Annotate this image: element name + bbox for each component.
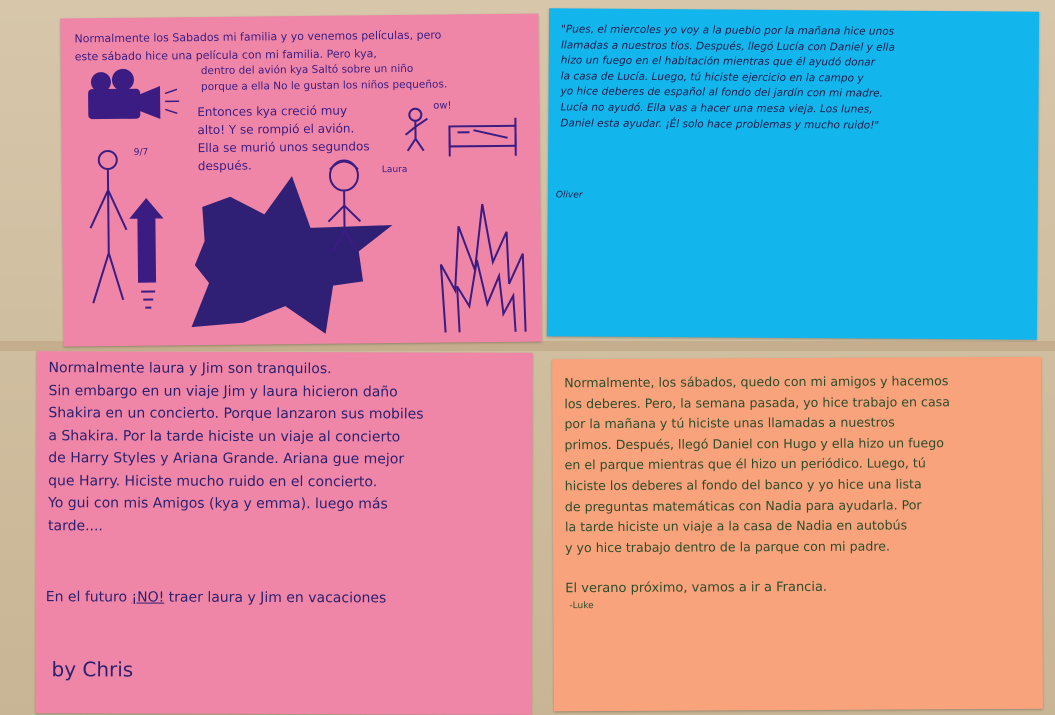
- bl-signature: by Chris: [51, 657, 134, 682]
- pink-card-top-left: [60, 14, 541, 347]
- tl-intro-text: Normalmente los Sabados mi familia y yo venemos películas, pero este sábado hice una película con mi familia. Pero kya,: [74, 28, 442, 64]
- bl-future-prefix: En el futuro: [45, 589, 132, 606]
- blue-card-top-right: [547, 8, 1039, 339]
- bl-future-line: [46, 589, 526, 607]
- flames-drawing: [440, 204, 525, 333]
- tl-end-text: Entonces kya creció muy alto! Y se rompió el avión. Ella se murió unos segundos después.: [197, 103, 370, 174]
- bl-body-text: Normalmente laura y Jim son tranquilos. Sin embargo en un viaje Jim y laura hicieron daño Shakira en un concierto. Porque lanzaron sus mobiles a Shakira. Por la tarde hiciste un viaje al concierto de Harry Styles y Ariana Grande. Ariana gue mejor que Harry. Hiciste mucho ruido en el concierto. Yo gui con mis Amigos (kya y emma). luego más tarde....: [47, 360, 424, 534]
- pink-card-bottom-left: [35, 351, 532, 715]
- bed-icon: [449, 118, 515, 157]
- tl-age-label: 9/7: [133, 147, 149, 158]
- stick-figure-small: [405, 109, 427, 151]
- br-last-line: El verano próximo, vamos a ir a Francia.: [565, 579, 828, 597]
- movie-camera-icon: [89, 69, 179, 118]
- orange-card-bottom-right: [552, 357, 1043, 712]
- arrow-up-icon: [131, 199, 162, 307]
- tl-middle-text: dentro del avión kya Saltó sobre un niño porque a ella No le gustan los niños pequeños.: [200, 62, 448, 94]
- tr-signature: Oliver: [555, 190, 583, 201]
- tr-body-text: "Pues, el miercoles yo voy a la pueblo por la mañana hice unos llamadas a nuestros tíos. Después, llegó Lucía con Daniel y ella hizo un fuego en el habitación mientras que él ayudó donar la casa de Lucía. Luego, tú hiciste ejercicio en la campo y yo hice deberes de español al fondo del jardín con mi madre. Lucía no ayudó. Ella vas a hacer una mesa vieja. Los lunes, Daniel esta ayudar. ¡Él solo hace problemas y mucho ruido!": [560, 23, 895, 132]
- explosion-shape: [190, 175, 394, 335]
- br-body-text: Normalmente, los sábados, quedo con mi amigos y hacemos los deberes. Pero, la semana pasada, yo hice trabajo en casa por la mañana y tú hiciste unas llamadas a nuestros primos. Después, llegó Daniel con Hugo y ella hizo un fuego en el parque mientras que él hizo un periódico. Luego, tú hiciste los deberes al fondo del banco y yo hice una lista de preguntas matemáticas con Nadia para ayudarla. Por la tarde hiciste un viaje a la casa de Nadia en autobús y yo hice trabajo dentro de la parque con mi padre.: [564, 373, 950, 555]
- stick-figure-left: [90, 151, 128, 303]
- bl-future-no: ¡NO!: [131, 589, 165, 606]
- tl-exclamation: ow!: [433, 100, 452, 112]
- bl-future-suffix: traer laura y Jim en vacaciones: [164, 589, 387, 607]
- tl-laura-label: Laura: [381, 164, 408, 176]
- br-signature: -Luke: [569, 601, 594, 612]
